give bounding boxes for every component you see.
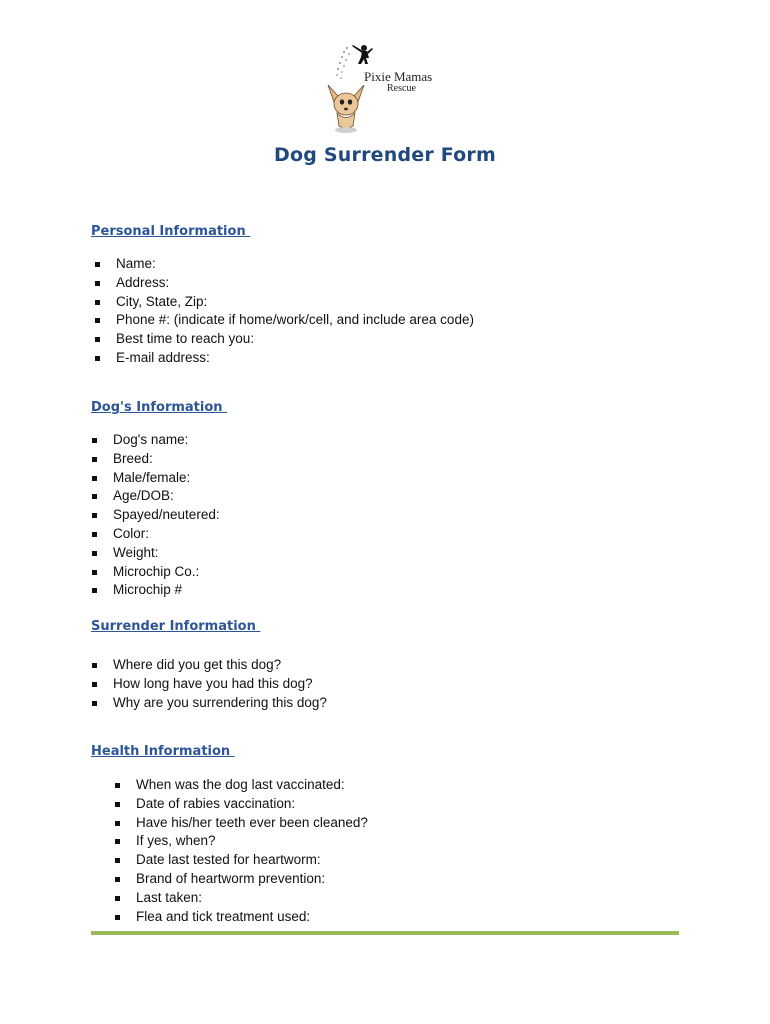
health-information-heading: Health Information (91, 744, 235, 759)
bullet-icon (92, 701, 97, 706)
bullet-icon (92, 532, 97, 537)
field-label: E-mail address: (116, 349, 210, 365)
bullet-icon (92, 588, 97, 593)
pixie-mamas-rescue-logo (320, 40, 450, 140)
question-label: Date last tested for heartworm: (136, 852, 321, 868)
field-label: Color: (113, 525, 150, 541)
field-label: Age/DOB: (113, 488, 174, 504)
question-label: Have his/her teeth ever been cleaned? (136, 814, 368, 830)
bullet-icon (115, 915, 120, 920)
bullet-icon (115, 896, 120, 901)
question-label: Why are you surrendering this dog? (113, 694, 327, 710)
bullet-icon (95, 262, 100, 267)
footer-divider (91, 931, 679, 935)
bullet-icon (115, 802, 120, 807)
bullet-icon (115, 783, 120, 788)
surrender-information-heading: Surrender Information (91, 619, 261, 634)
bullet-icon (95, 281, 100, 286)
question-label: Brand of heartworm prevention: (136, 870, 326, 886)
logo-subtitle: Rescue (387, 83, 416, 94)
field-label: Dog's name: (113, 432, 189, 447)
field-label: Microchip Co.: (113, 563, 200, 579)
bullet-icon (92, 663, 97, 668)
chihuahua-logo-icon (320, 40, 450, 140)
field-label: Male/female: (113, 469, 191, 485)
field-label: Spayed/neutered: (113, 507, 220, 523)
bullet-icon (95, 318, 100, 323)
question-label: Flea and tick treatment used: (136, 908, 311, 924)
logo-name: Pixie Mamas (364, 69, 433, 84)
bullet-icon (95, 300, 100, 305)
bullet-icon (92, 513, 97, 518)
field-label: Weight: (113, 544, 159, 560)
bullet-icon (115, 858, 120, 863)
question-label: Where did you get this dog? (113, 657, 282, 672)
personal-information-heading: Personal Information (91, 224, 251, 239)
bullet-icon (92, 438, 97, 443)
bullet-icon (115, 839, 120, 844)
bullet-icon (92, 494, 97, 499)
question-label: When was the dog last vaccinated: (136, 777, 345, 792)
field-label: Name: (116, 256, 156, 271)
bullet-icon (92, 570, 97, 575)
bullet-icon (92, 682, 97, 687)
field-label: Best time to reach you: (116, 331, 255, 347)
bullet-icon (115, 821, 120, 826)
field-label: Microchip # (113, 582, 183, 598)
page-title: Dog Surrender Form (274, 144, 496, 166)
bullet-icon (92, 476, 97, 481)
field-label: City, State, Zip: (116, 293, 208, 309)
bullet-icon (92, 457, 97, 462)
bullet-icon (95, 356, 100, 361)
dogs-information-heading: Dog's Information (91, 400, 228, 415)
bullet-icon (95, 337, 100, 342)
question-label: If yes, when? (136, 833, 216, 849)
bullet-icon (115, 877, 120, 882)
bullet-icon (92, 551, 97, 556)
question-label: Last taken: (136, 889, 203, 905)
field-label: Address: (116, 274, 170, 290)
question-label: How long have you had this dog? (113, 675, 313, 691)
field-label: Breed: (113, 450, 153, 466)
field-label: Phone #: (indicate if home/work/cell, and include area code) (116, 312, 474, 328)
question-label: Date of rabies vaccination: (136, 795, 296, 811)
